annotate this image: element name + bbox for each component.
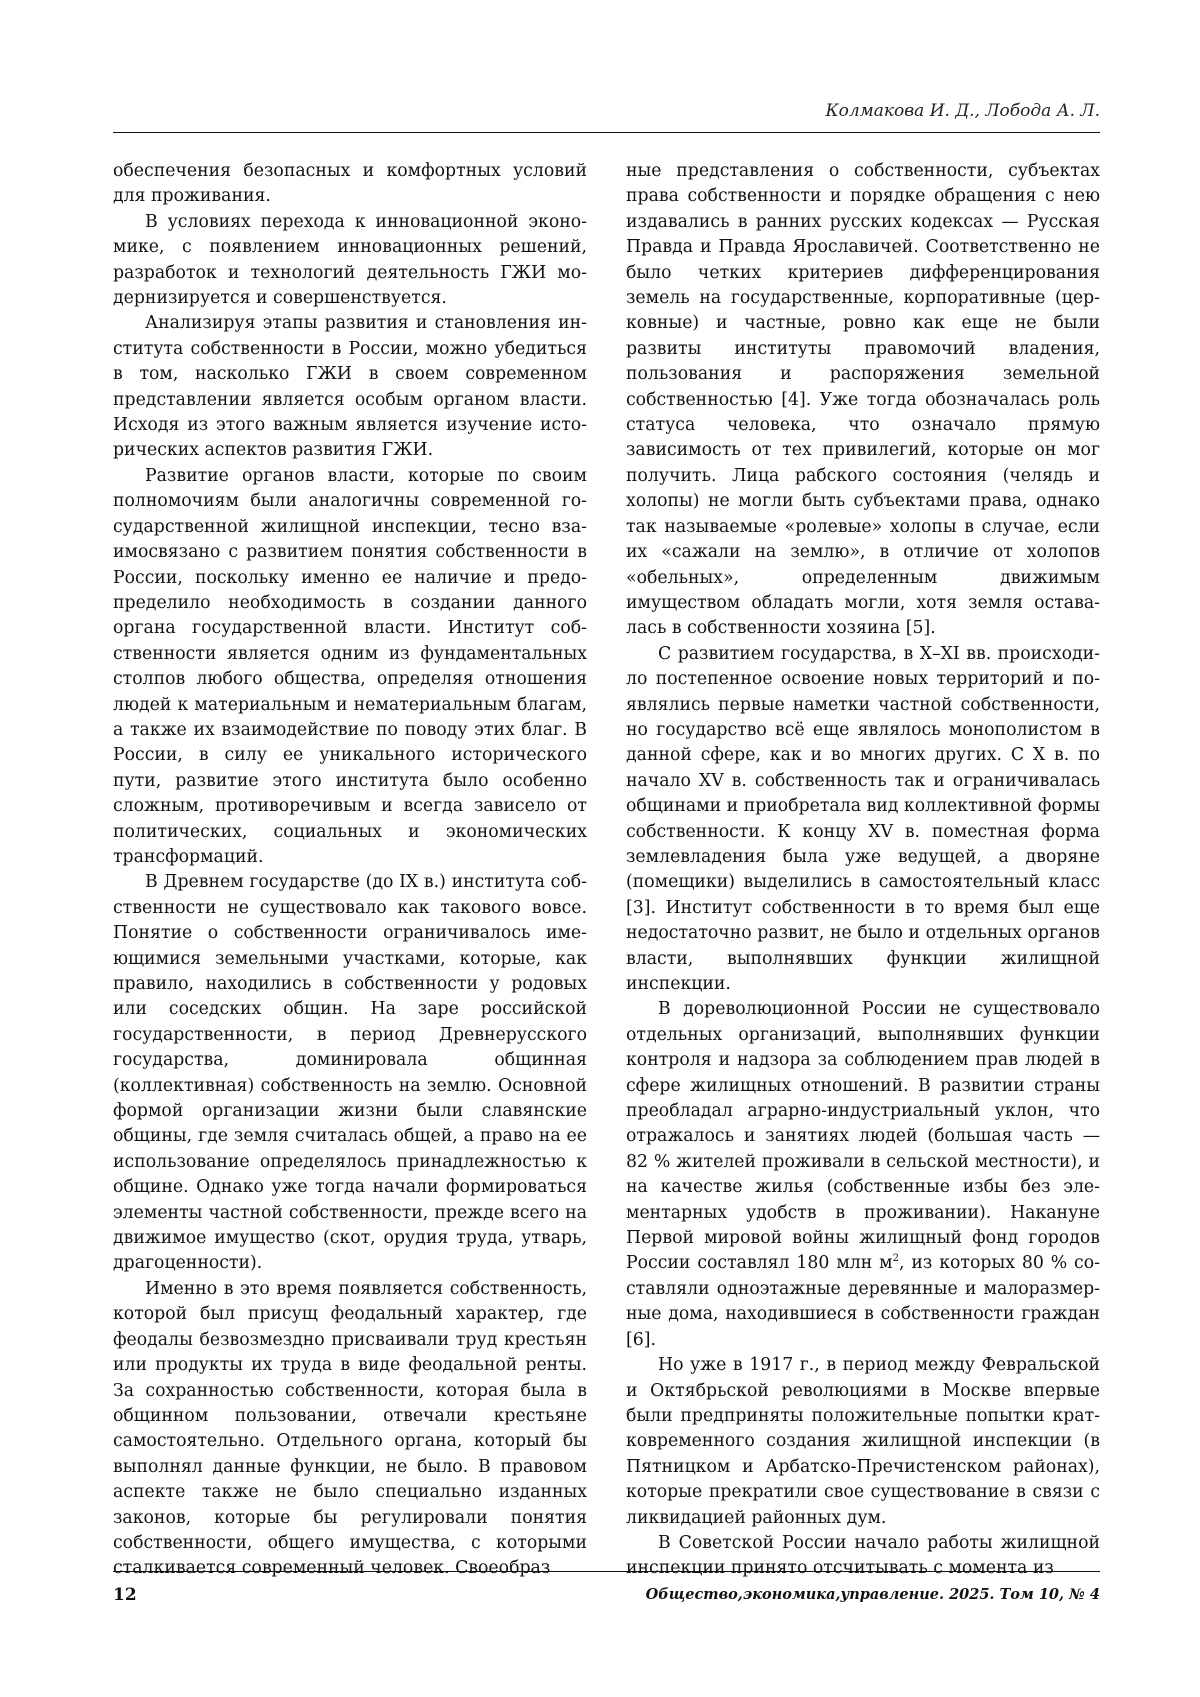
paragraph: обеспечения безопасных и комфортных условий для проживания. xyxy=(113,161,587,207)
left-column xyxy=(113,159,587,1582)
paragraph-text-tail: , из которых 80 % составляли одноэтажные деревянные и малоразмерные дома, находившиеся в собственности граждан [6]. xyxy=(626,1253,1100,1350)
running-head-authors: Колмакова И. Д., Лобода А. Л. xyxy=(825,101,1100,121)
superscript: 2 xyxy=(892,1253,899,1265)
paragraph-with-superscript xyxy=(626,997,1100,1353)
paragraph-text: В дореволюционной России не существовало отдельных организаций, выполнявших функции контроля и надзора за соблюдением прав людей в сфере жилищных отношений. В развитии страны преобладал аграрно-индустриальный уклон, что отражалось и занятиях людей (большая часть — 82 % жителей проживали в сельской местности), и на качестве жилья (собственные избы без элементарных удобств в проживании). Накануне Первой мировой войны жилищный фонд городов России составлял 180 млн м xyxy=(626,999,1100,1274)
paragraph: Анализируя этапы развития и становления института собственности в России, можно убедиться в том, насколько ГЖИ в своем современном представлении является особым органом власти. Исходя из этого важным является изучение исторических аспектов развития ГЖИ. xyxy=(113,313,587,461)
paragraph: С развитием государства, в X–XI вв. происходило постепенное освоение новых территорий и появлялись первые наметки частной собственности, но государство всё еще являлось монополистом в данной сфере, как и во многих других. С X в. по начало XV в. собственность так и ограничивалась общинами и приобретала вид коллективной формы собственности. К концу XV в. поместная форма землевладения была уже ведущей, а дворяне (помещики) выделились в самостоятельный класс [3]. Институт собственности в то время был еще недостаточно развит, не было и отдельных органов власти, выполнявших функции жилищной инспекции. xyxy=(626,643,1101,994)
page-number: 12 xyxy=(113,1585,137,1605)
paragraph: Развитие органов власти, которые по своим полномочиям были аналогичны современной государственной жилищной инспекции, тесно взаимосвязано с развитием понятия собственности в России, поскольку именно ее наличие и предопределило необходимость в создании данного органа государственной власти. Институт собственности является одним из фундаментальных столпов любого общества, определяя отношения людей к материальным и нематериальным благам, а также их взаимодействие по поводу этих благ. В России, в силу ее уникального исторического пути, развитие этого института было особенно сложным, противоречивым и всегда зависело от политических, социальных и экономических трансформаций. xyxy=(113,465,587,867)
paragraph: В Советской России начало работы жилищной инспекции принято отсчитывать с момента из xyxy=(626,1532,1100,1579)
paragraph: В условиях перехода к инновационной экономике, с появлением инновационных решений, разработок и технологий деятельность ГЖИ модернизируется и совершенствуется. xyxy=(113,211,587,309)
journal-citation: Общество,экономика,управление. 2025. Том 10, № 4 xyxy=(645,1586,1100,1603)
paragraph: Именно в это время появляется собственность, которой был присущ феодальный характер, где феодалы безвозмездно присваивали труд крестьян или продукты их труда в виде феодальной ренты. За сохранностью собственности, которая была в общинном пользовании, отвечали крестьяне самостоятельно. Отдельного органа, который бы выполнял данные функции, не было. В правовом аспекте также не было специально изданных законов, которые бы регулировали понятия собственности, общего имущества, с которыми сталкивается современный человек. Своеобраз xyxy=(113,1278,587,1579)
right-column xyxy=(626,159,1100,1582)
footer-rule xyxy=(113,1571,1100,1572)
header-rule xyxy=(113,132,1100,133)
paragraph: ные представления о собственности, субъектах права собственности и порядке обращения с нею издавались в ранних русских кодексах — Русская Правда и Правда Ярославичей. Соответственно не было четких критериев дифференцирования земель на государственные, корпоративные (церковные) и частные, ровно как еще не были развиты институты правомочий владения, пользования и распоряжения земельной собственностью [4]. Уже тогда обозначалась роль статуса человека, что означало прямую зависимость от тех привилегий, которые он мог получить. Лица рабского состояния (челядь и холопы) не могли быть субъектами права, однако так называемые «ролевые» холопы в случае, если их «сажали на землю», в отличие от холопов «обельных», определенным движимым имуществом обладать могли, хотя земля оставалась в собственности хозяина [5]. xyxy=(626,161,1100,639)
paragraph: В Древнем государстве (до IX в.) института собственности не существовало как такового вовсе. Понятие о собственности ограничивалось имеющимися земельными участками, которые, как правило, находились в собственности у родовых или соседских общин. На заре российской государственности, в период Древнерусского государства, доминировала общинная (коллективная) собственность на землю. Основной формой организации жизни были славянские общины, где земля считалась общей, а право на ее использование определялось принадлежностью к общине. Однако уже тогда начали формироваться элементы частной собственности, прежде всего на движимое имущество (скот, орудия труда, утварь, драгоценности). xyxy=(113,872,587,1274)
paragraph: Но уже в 1917 г., в период между Февральской и Октябрьской революциями в Москве впервые были предприняты положительные попытки кратковременного создания жилищной инспекции (в Пятницком и Арбатско-Пречистенском районах), которые прекратили свое существование в связи с ликвидацией районных дум. xyxy=(626,1355,1100,1528)
